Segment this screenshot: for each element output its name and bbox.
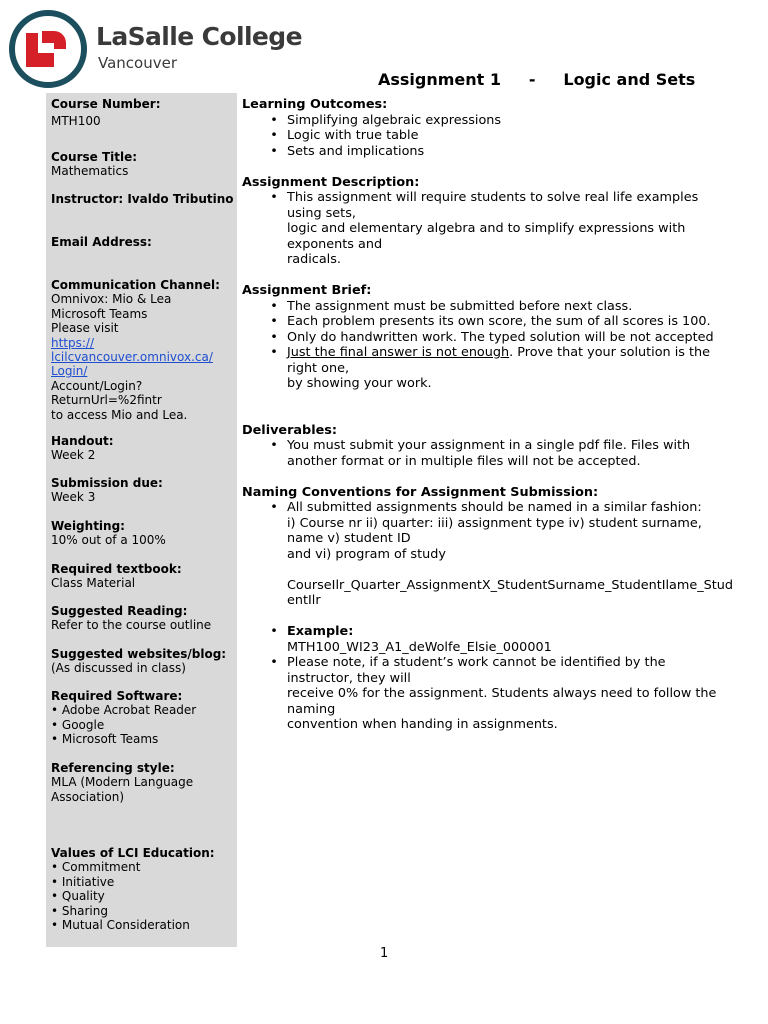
list-item: • Initiative bbox=[51, 874, 115, 889]
course-title-label: Course Title: bbox=[51, 150, 138, 164]
weighting-label: Weighting: bbox=[51, 519, 125, 533]
software-label: Required Software: bbox=[51, 689, 183, 703]
list-item: • Sharing bbox=[51, 903, 108, 918]
omnivox-link[interactable]: Login/ bbox=[51, 364, 88, 379]
outcomes-list bbox=[242, 113, 732, 160]
websites-value: (As discussed in class) bbox=[51, 661, 186, 676]
list-item: • Please note, if a student’s work cannot be identified by the instructor, they will receive 0% for the assignment. Students always need to follow the naming convention when handing in assignments. bbox=[270, 655, 717, 732]
comm-line: Microsoft Teams bbox=[51, 306, 148, 321]
comm-line: Please visit bbox=[51, 321, 119, 336]
list-item: • Example: MTH100_WI23_A1_deWolfe_Elsie_000001 bbox=[266, 624, 732, 655]
instructor-name: Instructor: Ivaldo Tributino bbox=[51, 192, 234, 206]
course-title: Mathematics bbox=[51, 164, 129, 179]
email-label: Email Address: bbox=[51, 235, 152, 249]
reading-label: Suggested Reading: bbox=[51, 604, 188, 618]
textbook-label: Required textbook: bbox=[51, 562, 182, 576]
brand-name: LaSalle College bbox=[96, 22, 302, 51]
course-number-block bbox=[51, 97, 235, 129]
submission-value: Week 3 bbox=[51, 490, 96, 505]
list-item: • Adobe Acrobat Reader bbox=[51, 703, 197, 718]
list-item: • Commitment bbox=[51, 860, 141, 875]
example-label: Example: bbox=[287, 624, 354, 639]
course-title-block bbox=[51, 150, 235, 179]
outcomes-heading: Learning Outcomes: bbox=[242, 97, 388, 112]
email-block bbox=[51, 235, 235, 249]
referencing-label: Referencing style: bbox=[51, 761, 175, 775]
handout-value: Week 2 bbox=[51, 448, 96, 463]
websites-block bbox=[51, 647, 235, 676]
list-item: • Microsoft Teams bbox=[51, 732, 159, 747]
handout-block bbox=[51, 434, 235, 463]
comm-line: to access Mio and Lea. bbox=[51, 407, 188, 422]
referencing-block bbox=[51, 761, 235, 804]
naming-pattern: entIlr bbox=[287, 593, 321, 608]
naming-heading: Naming Conventions for Assignment Submission: bbox=[242, 484, 599, 500]
description-heading: Assignment Description: bbox=[242, 174, 420, 190]
brief-list bbox=[242, 299, 732, 392]
comm-line: Omnivox: Mio & Lea bbox=[51, 292, 172, 307]
list-item: • Sets and implications bbox=[270, 143, 425, 159]
list-item: • All submitted assignments should be named in a similar fashion: i) Course nr ii) quarter: iii) assignment type iv) student surname, name v) student ID and vi) program of study CourseIlr_Quarter_AssignmentX_StudentSurname_StudentIlame_Stud entIlr bbox=[270, 500, 734, 608]
textbook-value: Class Material bbox=[51, 576, 136, 591]
list-item: • Quality bbox=[51, 889, 105, 904]
values-block bbox=[51, 846, 235, 932]
example-value: MTH100_WI23_A1_deWolfe_Elsie_000001 bbox=[287, 639, 552, 655]
referencing-value: MLA (Modern Language bbox=[51, 775, 194, 790]
list-item: • Simplifying algebraic expressions bbox=[270, 112, 502, 128]
values-label: Values of LCI Education: bbox=[51, 846, 215, 860]
deliverables-heading: Deliverables: bbox=[242, 422, 338, 438]
list-item: • Mutual Consideration bbox=[51, 918, 190, 933]
lasalle-logo bbox=[8, 9, 88, 89]
course-info-sidebar bbox=[46, 93, 237, 947]
referencing-value: Association) bbox=[51, 789, 125, 804]
omnivox-link[interactable]: lcilcvancouver.omnivox.ca/ bbox=[51, 350, 213, 365]
handout-label: Handout: bbox=[51, 434, 114, 448]
list-item: • Just the final answer is not enough. Prove that your solution is the right one, by showing your work. bbox=[270, 345, 710, 391]
page-title: Assignment 1 - Logic and Sets bbox=[378, 70, 696, 89]
deliverables-list bbox=[242, 438, 732, 469]
list-item: • Logic with true table bbox=[270, 128, 419, 143]
list-item: • The assignment must be submitted before next class. bbox=[270, 298, 633, 314]
weighting-value: 10% out of a 100% bbox=[51, 533, 166, 548]
list-item: • This assignment will require students to solve real life examples using sets, logic and elementary algebra and to simplify expressions with exponents and radicals. bbox=[270, 190, 699, 267]
list-item: • You must submit your assignment in a single pdf file. Files with another format or in multiple files will not be accepted. bbox=[270, 438, 691, 469]
communication-block bbox=[51, 278, 235, 422]
course-number: MTH100 bbox=[51, 114, 101, 129]
naming-pattern: CourseIlr_Quarter_AssignmentX_StudentSurname_StudentIlame_Stud bbox=[287, 577, 734, 593]
submission-block bbox=[51, 476, 235, 505]
weighting-block bbox=[51, 519, 235, 548]
list-item: • Each problem presents its own score, the sum of all scores is 100. bbox=[270, 314, 711, 329]
comm-line: Account/Login? bbox=[51, 378, 143, 393]
brand-subtitle: Vancouver bbox=[98, 54, 177, 72]
websites-label: Suggested websites/blog: bbox=[51, 647, 227, 661]
values-list bbox=[51, 860, 235, 932]
software-block bbox=[51, 689, 235, 747]
naming-list bbox=[242, 500, 732, 733]
list-item: • Google bbox=[51, 717, 105, 732]
instructor-block bbox=[51, 192, 235, 206]
reading-value: Refer to the course outline bbox=[51, 618, 212, 633]
brief-heading: Assignment Brief: bbox=[242, 283, 372, 298]
assignment-body bbox=[242, 97, 732, 733]
omnivox-link[interactable]: https:// bbox=[51, 335, 95, 350]
submission-label: Submission due: bbox=[51, 476, 163, 490]
comm-line: ReturnUrl=%2fintr bbox=[51, 393, 162, 408]
reading-block bbox=[51, 604, 235, 633]
communication-label: Communication Channel: bbox=[51, 278, 220, 292]
page-number: 1 bbox=[380, 946, 389, 961]
textbook-block bbox=[51, 562, 235, 591]
list-item: • Only do handwritten work. The typed solution will be not accepted bbox=[270, 329, 714, 345]
software-list bbox=[51, 703, 235, 746]
description-list bbox=[242, 190, 732, 268]
course-number-label: Course Number: bbox=[51, 97, 161, 111]
